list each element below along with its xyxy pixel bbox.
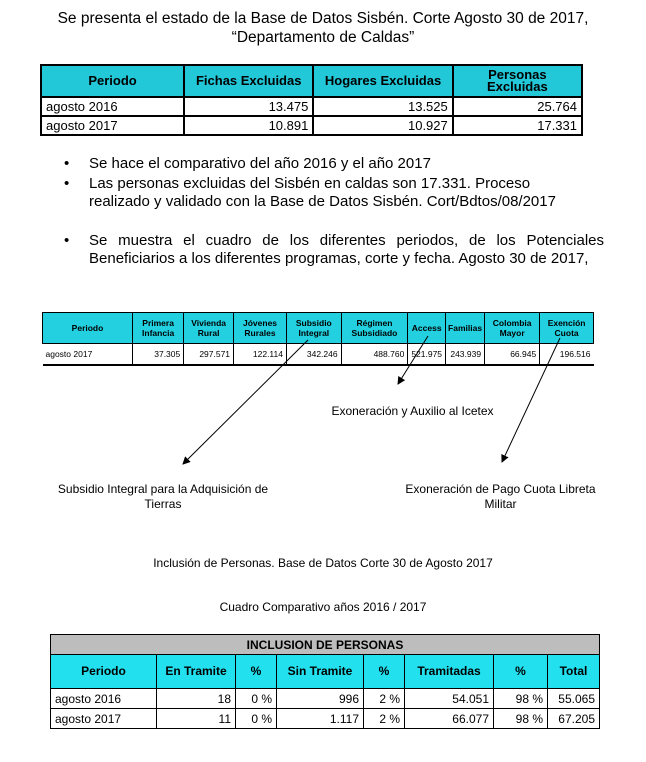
t1-cell: 25.764: [453, 97, 582, 116]
t1-header-hogares: Hogares Excluidas: [313, 65, 452, 97]
t3-cell: 0 %: [236, 689, 277, 709]
t2-header: Vivienda Rural: [184, 313, 234, 344]
t1-cell: agosto 2017: [41, 116, 184, 135]
heading-line-1: Se presenta el estado de la Base de Datos Sisbén. Corte Agosto 30 de 2017,: [57, 10, 589, 27]
bullet-icon: •: [64, 175, 70, 192]
t3-header: %: [494, 655, 548, 689]
heading-line-2: “Departamento de Caldas”: [231, 29, 415, 46]
t3-cell: agosto 2016: [51, 689, 157, 709]
bullet-icon: •: [64, 232, 70, 249]
t3-cell: 55.065: [548, 689, 600, 709]
t2-header: Colombia Mayor: [485, 313, 540, 344]
t2-cell: 122.114: [234, 344, 287, 366]
bullet-text: Se hace el comparativo del año 2016 y el año 2017: [89, 155, 431, 172]
bullet-text: Se muestra el cuadro de los diferentes periodos, de los Potenciales Beneficiarios a los diferentes programas, corte y fecha. Agosto 30 de 2017,: [89, 232, 604, 267]
t2-header: Primera Infancia: [133, 313, 184, 344]
t1-cell: agosto 2016: [41, 97, 184, 116]
comparative-title: Cuadro Comparativo años 2016 / 2017: [219, 600, 427, 614]
t2-cell: 196.516: [540, 344, 594, 366]
t3-cell: 0 %: [236, 709, 277, 729]
t2-cell: 297.571: [184, 344, 234, 366]
t3-header: Tramitadas: [405, 655, 494, 689]
t1-cell: 17.331: [453, 116, 582, 135]
t3-cell: 2 %: [364, 709, 405, 729]
t3-cell: 996: [277, 689, 364, 709]
t3-cell: 2 %: [364, 689, 405, 709]
t1-cell: 13.525: [313, 97, 452, 116]
t3-header: %: [364, 655, 405, 689]
t2-cell: 488.760: [341, 344, 408, 366]
t3-cell: 98 %: [494, 709, 548, 729]
arrow-to-tierras: [183, 340, 308, 464]
t1-cell: 10.891: [184, 116, 313, 135]
arrow-to-libreta: [502, 338, 560, 462]
inclusion-table: [50, 634, 600, 729]
t2-header: Exención Cuota: [540, 313, 594, 344]
t2-cell: agosto 2017: [43, 344, 133, 366]
annotation-tierras: Subsidio Integral para la Adquisición de Tierras: [57, 482, 269, 511]
arrow-to-icetex: [398, 336, 428, 384]
t3-header: En Tramite: [157, 655, 236, 689]
t3-cell: 66.077: [405, 709, 494, 729]
table-row: [51, 689, 600, 709]
t3-cell: 98 %: [494, 689, 548, 709]
t2-cell: 37.305: [133, 344, 184, 366]
annotation-libreta: Exoneración de Pago Cuota Libreta Militar: [405, 482, 596, 511]
t2-header: Régimen Subsidiado: [341, 313, 408, 344]
t1-header-periodo: Periodo: [41, 65, 184, 97]
annotation-icetex: Exoneración y Auxilio al Icetex: [331, 404, 494, 418]
bullet-text: Las personas excluidas del Sisbén en caldas son 17.331. Proceso realizado y validado con la Base de Datos Sisbén. Cort/Bdtos/08/2017: [89, 175, 556, 210]
t1-header-fichas: Fichas Excluidas: [184, 65, 313, 97]
t3-cell: 18: [157, 689, 236, 709]
t1-cell: 10.927: [313, 116, 452, 135]
t3-header: Total: [548, 655, 600, 689]
t2-header: Jóvenes Rurales: [234, 313, 287, 344]
t3-header: %: [236, 655, 277, 689]
t3-cell: 67.205: [548, 709, 600, 729]
t1-cell: 13.475: [184, 97, 313, 116]
t2-cell: 243.939: [446, 344, 485, 366]
bullet-icon: •: [64, 155, 70, 172]
t3-cell: 54.051: [405, 689, 494, 709]
t3-top-header: INCLUSION DE PERSONAS: [51, 635, 600, 655]
t2-header: Access: [408, 313, 446, 344]
t3-header: Sin Tramite: [277, 655, 364, 689]
t2-header: Periodo: [43, 313, 133, 344]
t3-cell: 1.117: [277, 709, 364, 729]
t2-header: Familias: [446, 313, 485, 344]
t2-header: Subsidio Integral: [287, 313, 342, 344]
inclusion-title: Inclusión de Personas. Base de Datos Corte 30 de Agosto 2017: [153, 556, 493, 570]
table-row: [51, 709, 600, 729]
t2-cell: 342.246: [287, 344, 342, 366]
t3-header: Periodo: [51, 655, 157, 689]
t3-cell: agosto 2017: [51, 709, 157, 729]
t1-header-personas: Personas Excluidas: [453, 65, 582, 97]
t3-cell: 11: [157, 709, 236, 729]
t2-cell: 66.945: [485, 344, 540, 366]
t2-cell: 521.975: [408, 344, 446, 366]
